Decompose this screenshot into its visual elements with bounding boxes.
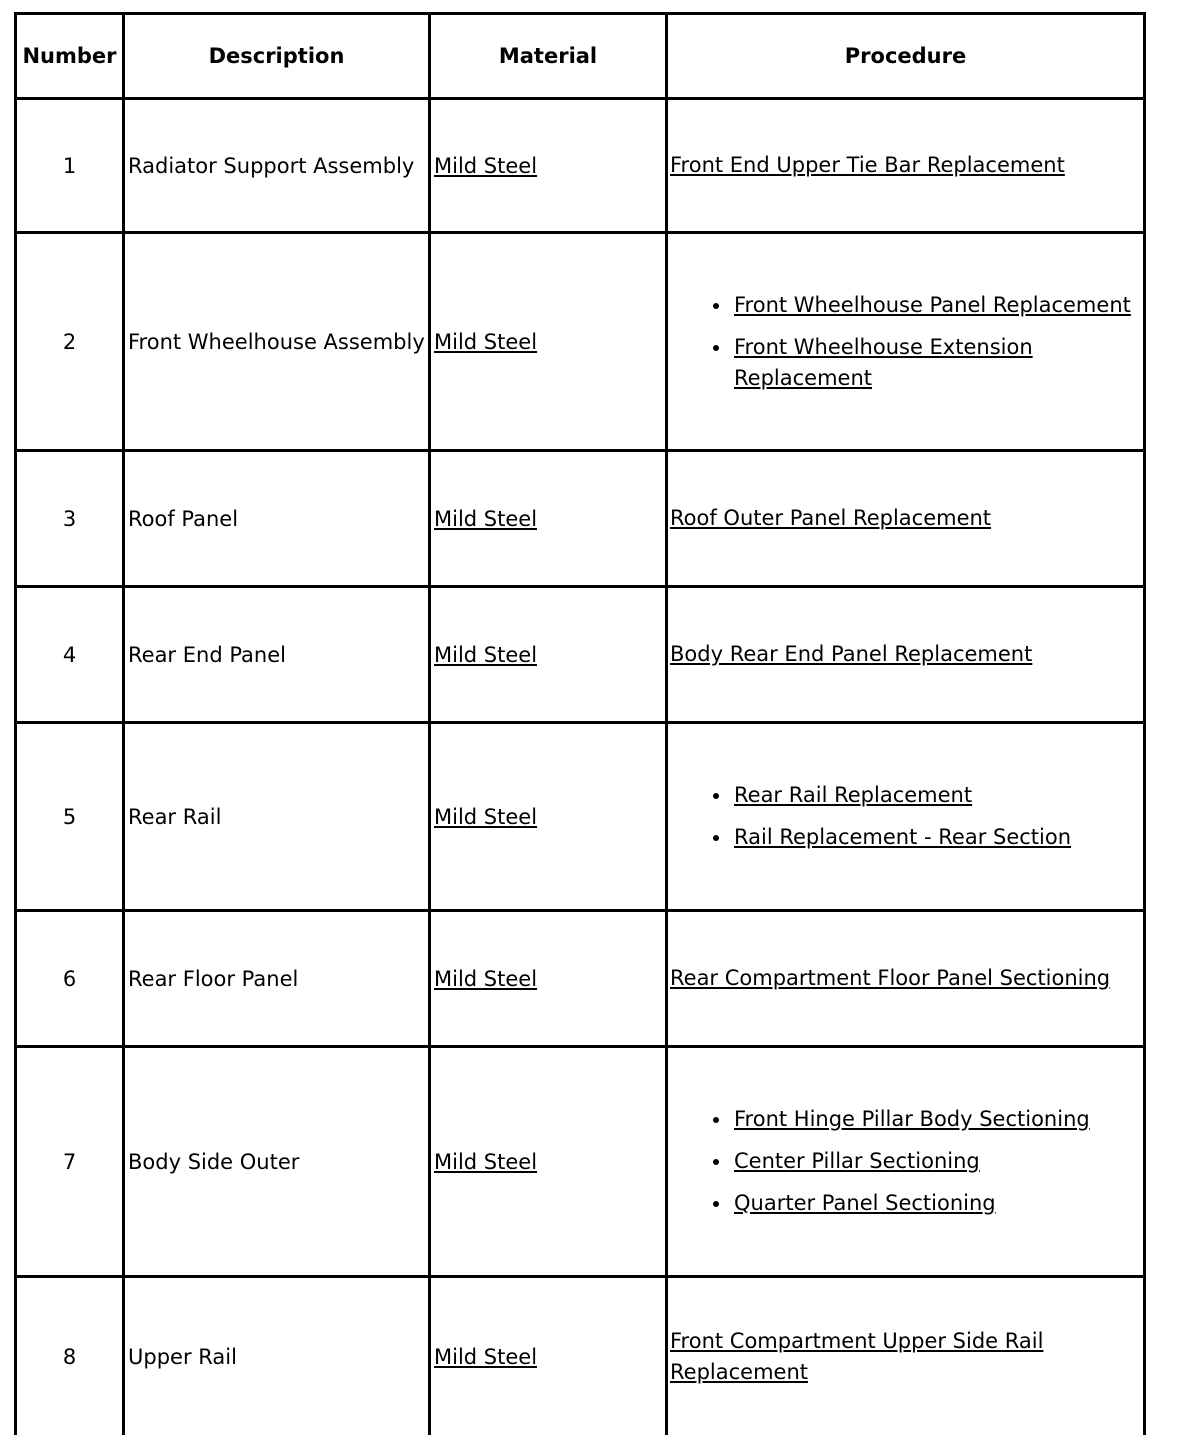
procedure-list (670, 1104, 1143, 1219)
row-number: 4 (14, 585, 122, 721)
table-row (14, 909, 1146, 1045)
row-number: 7 (14, 1045, 122, 1275)
procedure-list (670, 290, 1143, 394)
procedure-link[interactable]: Roof Outer Panel Replacement (670, 506, 992, 530)
row-procedure-cell (665, 585, 1146, 721)
table-row (14, 585, 1146, 721)
header-description: Description (122, 12, 428, 97)
material-link[interactable]: Mild Steel (434, 804, 538, 829)
row-procedure-cell (665, 909, 1146, 1045)
procedure-list-item (732, 290, 1143, 321)
material-link[interactable]: Mild Steel (434, 329, 538, 354)
row-number: 5 (14, 721, 122, 909)
row-number: 8 (14, 1275, 122, 1435)
row-description: Rear Floor Panel (122, 909, 428, 1045)
header-row (14, 12, 1146, 97)
procedure-link[interactable]: Rail Replacement - Rear Section (734, 825, 1072, 849)
table-row (14, 449, 1146, 585)
procedure-list-item (732, 822, 1143, 853)
row-procedure-cell (665, 721, 1146, 909)
row-material-cell (428, 585, 665, 721)
parts-table (14, 12, 1146, 1435)
procedure-link[interactable]: Rear Compartment Floor Panel Sectioning (670, 966, 1111, 990)
row-description: Front Wheelhouse Assembly (122, 231, 428, 449)
procedure-link[interactable]: Center Pillar Sectioning (734, 1149, 980, 1173)
procedure-link[interactable]: Front End Upper Tie Bar Replacement (670, 153, 1065, 177)
procedure-list-item (732, 1104, 1143, 1135)
row-material-cell (428, 97, 665, 231)
header-procedure: Procedure (665, 12, 1146, 97)
row-procedure-cell (665, 97, 1146, 231)
procedure-list-item (732, 1146, 1143, 1177)
procedure-link[interactable]: Front Wheelhouse Panel Replacement (734, 292, 1131, 317)
table-body (14, 97, 1146, 1435)
procedure-link[interactable]: Front Compartment Upper Side Rail Replacement (670, 1328, 1044, 1384)
row-material-cell (428, 231, 665, 449)
procedure-link[interactable]: Body Rear End Panel Replacement (670, 642, 1033, 666)
table-row (14, 1275, 1146, 1435)
procedure-list-item (732, 1188, 1143, 1219)
material-link[interactable]: Mild Steel (434, 642, 538, 667)
row-number: 6 (14, 909, 122, 1045)
row-description: Body Side Outer (122, 1045, 428, 1275)
procedure-list-item (732, 780, 1143, 811)
row-description: Roof Panel (122, 449, 428, 585)
procedure-link[interactable]: Front Hinge Pillar Body Sectioning (734, 1107, 1090, 1131)
row-material-cell (428, 1045, 665, 1275)
row-material-cell (428, 909, 665, 1045)
material-link[interactable]: Mild Steel (434, 153, 538, 178)
procedure-list-item (732, 332, 1143, 394)
material-link[interactable]: Mild Steel (434, 1344, 538, 1369)
row-description: Upper Rail (122, 1275, 428, 1435)
row-number: 1 (14, 97, 122, 231)
procedure-link[interactable]: Quarter Panel Sectioning (734, 1191, 996, 1215)
material-link[interactable]: Mild Steel (434, 1149, 538, 1174)
procedure-link[interactable]: Rear Rail Replacement (734, 783, 973, 807)
table-row (14, 231, 1146, 449)
header-number: Number (14, 12, 122, 97)
procedure-list (670, 780, 1143, 853)
table-row (14, 1045, 1146, 1275)
procedure-link[interactable]: Front Wheelhouse Extension Replacement (734, 334, 1033, 390)
table-row (14, 721, 1146, 909)
row-material-cell (428, 721, 665, 909)
row-number: 2 (14, 231, 122, 449)
row-material-cell (428, 449, 665, 585)
row-procedure-cell (665, 1275, 1146, 1435)
row-procedure-cell (665, 231, 1146, 449)
row-procedure-cell (665, 449, 1146, 585)
material-link[interactable]: Mild Steel (434, 966, 538, 991)
table-row (14, 97, 1146, 231)
header-material: Material (428, 12, 665, 97)
row-description: Rear End Panel (122, 585, 428, 721)
row-description: Radiator Support Assembly (122, 97, 428, 231)
row-number: 3 (14, 449, 122, 585)
row-procedure-cell (665, 1045, 1146, 1275)
material-link[interactable]: Mild Steel (434, 506, 538, 531)
row-material-cell (428, 1275, 665, 1435)
row-description: Rear Rail (122, 721, 428, 909)
